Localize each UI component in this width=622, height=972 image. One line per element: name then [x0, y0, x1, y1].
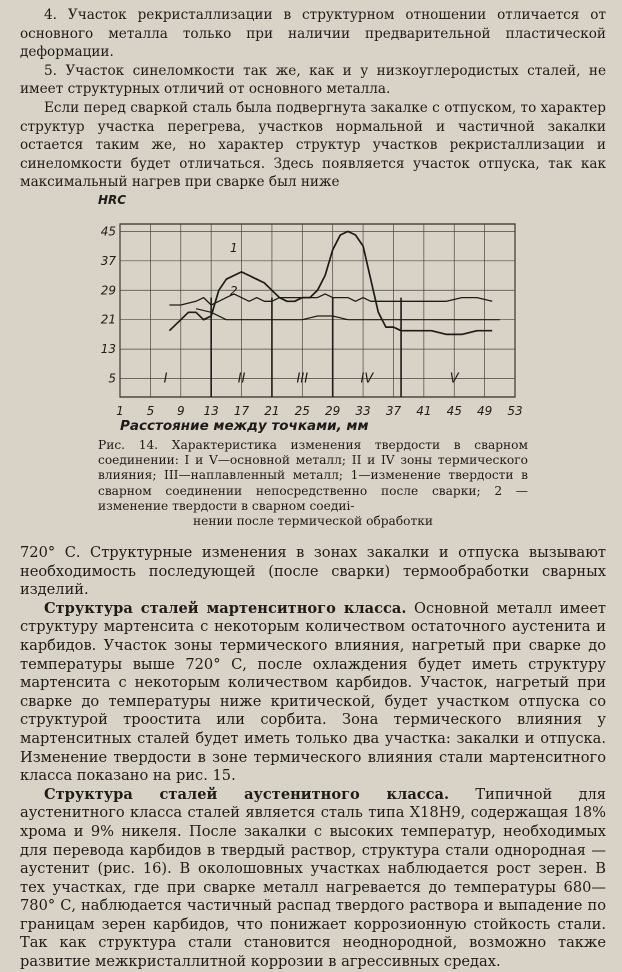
y-tick-label: 5	[108, 371, 116, 386]
curve-label-1: 1	[230, 241, 238, 255]
bottom-text	[20, 544, 606, 972]
hardness-chart	[90, 192, 530, 442]
x-tick-label: 49	[476, 404, 493, 418]
figure-caption	[98, 438, 528, 529]
y-axis-label: HRC	[98, 193, 127, 207]
x-tick-label: 5	[146, 404, 155, 418]
x-tick-label: 13	[203, 404, 219, 418]
paragraph-quench: Если перед сваркой сталь была подвергнута закалке с отпуском, то характер структур участка перегрева, участков нормальной и частичной закалки остается таким же, но характер структур участков рекристаллизации и синеломкости будет отличаться. Здесь появляется участок отпуска, так как максимальный нагрев при сварке был ниже	[20, 99, 606, 191]
paragraph-continuation: 720° С. Структурные изменения в зонах закалки и отпуска вызывают необходимость последующей (после сварки) термообработки сварных изделий.	[20, 544, 606, 599]
heading-austenite: Структура сталей аустенитного класса.	[44, 785, 450, 803]
top-text	[20, 6, 606, 192]
item-4: 4. Участок рекристаллизации в структурном отношении отличается от основного металла только при наличии предварительной пластической деформации.	[20, 7, 606, 61]
x-tick-label: 45	[446, 404, 462, 418]
x-tick-label: 41	[416, 404, 432, 418]
x-tick-label: 1	[116, 404, 124, 418]
x-axis-label: Расстояние между точками, мм	[120, 418, 369, 434]
paragraph-martensite	[20, 600, 606, 786]
zone-label: IV	[360, 371, 374, 387]
heading-martensite: Структура сталей мартенситного класса.	[44, 599, 407, 617]
zone-labels	[164, 372, 460, 387]
x-tick-label: 25	[294, 404, 310, 418]
y-tick-label: 29	[100, 283, 116, 298]
caption-tail: нении после термической обработки	[192, 514, 433, 529]
y-tick-label: 45	[100, 224, 116, 239]
body-martensite: Основной металл имеет структуру мартенсита с некоторым количеством остаточного аустенита и карбидов. Участок зоны термического влияния, нагретый при сварке до температуры выше 720° С, после охлаждения будет иметь структуру мартенсита с некоторым количеством карбидов. Участок, нагретый при сварке до температуры ниже критической, будет участком отпуска со структурой троостита или сорбита. Зона термического влияния у мартенситных сталей будет иметь только два участка: закалки и отпуска. Изменение твердости в зоне термического влияния стали мартенситного класса показано на рис. 15.	[20, 599, 606, 785]
zone-label: I	[163, 371, 168, 387]
x-tick-labels	[116, 404, 522, 418]
x-tick-label: 37	[385, 404, 402, 418]
zone-label: III	[296, 371, 309, 387]
x-tick-label: 21	[264, 404, 280, 418]
zone-label: II	[237, 371, 246, 387]
y-tick-label: 21	[100, 312, 116, 327]
x-tick-label: 9	[176, 404, 185, 418]
y-tick-label: 13	[100, 342, 116, 357]
x-tick-label: 33	[355, 404, 371, 418]
curve-label-2: 2	[230, 284, 238, 298]
chart-series	[169, 231, 499, 334]
x-tick-label: 17	[233, 404, 250, 418]
y-tick-labels	[101, 224, 117, 385]
zone-label: V	[449, 371, 459, 387]
x-tick-label: 53	[507, 404, 523, 418]
y-tick-label: 37	[100, 253, 116, 268]
x-tick-label: 29	[325, 404, 341, 418]
series-line	[169, 231, 492, 334]
item-5: 5. Участок синеломкости так же, как и у низкоуглеродистых сталей, не имеет структурных отличий от основного металла.	[20, 62, 606, 98]
paragraph-austenite	[20, 786, 606, 972]
body-austenite: Типичной для аустенитного класса сталей является сталь типа Х18Н9, содержащая 18% хрома и 9% никеля. После закалки с высоких температур, необходимых для перевода карбидов в твердый раствор, структура стали однородная — аустенит (рис. 16). В околошовных участках наблюдается рост зерен. В тех участках, где при сварке металл нагревается до температуры 680—780° С, наблюдается частичный распад твердого раствора и выпадение по границам зерен карбидов, что понижает коррозионную стойкость стали. Так как структура стали становится неоднородной, возможно также развитие межкристаллитной коррозии в агрессивных средах.	[20, 785, 607, 971]
caption-main: Рис. 14. Характеристика изменения твердости в сварном соединении: I и V—основной металл; II и IV зоны термического влияния; III—наплавленный металл; 1—изменение твердости в сварном соединении непосредственно после сварки; 2 — изменение твердости в сварном соедиi-	[98, 438, 528, 513]
